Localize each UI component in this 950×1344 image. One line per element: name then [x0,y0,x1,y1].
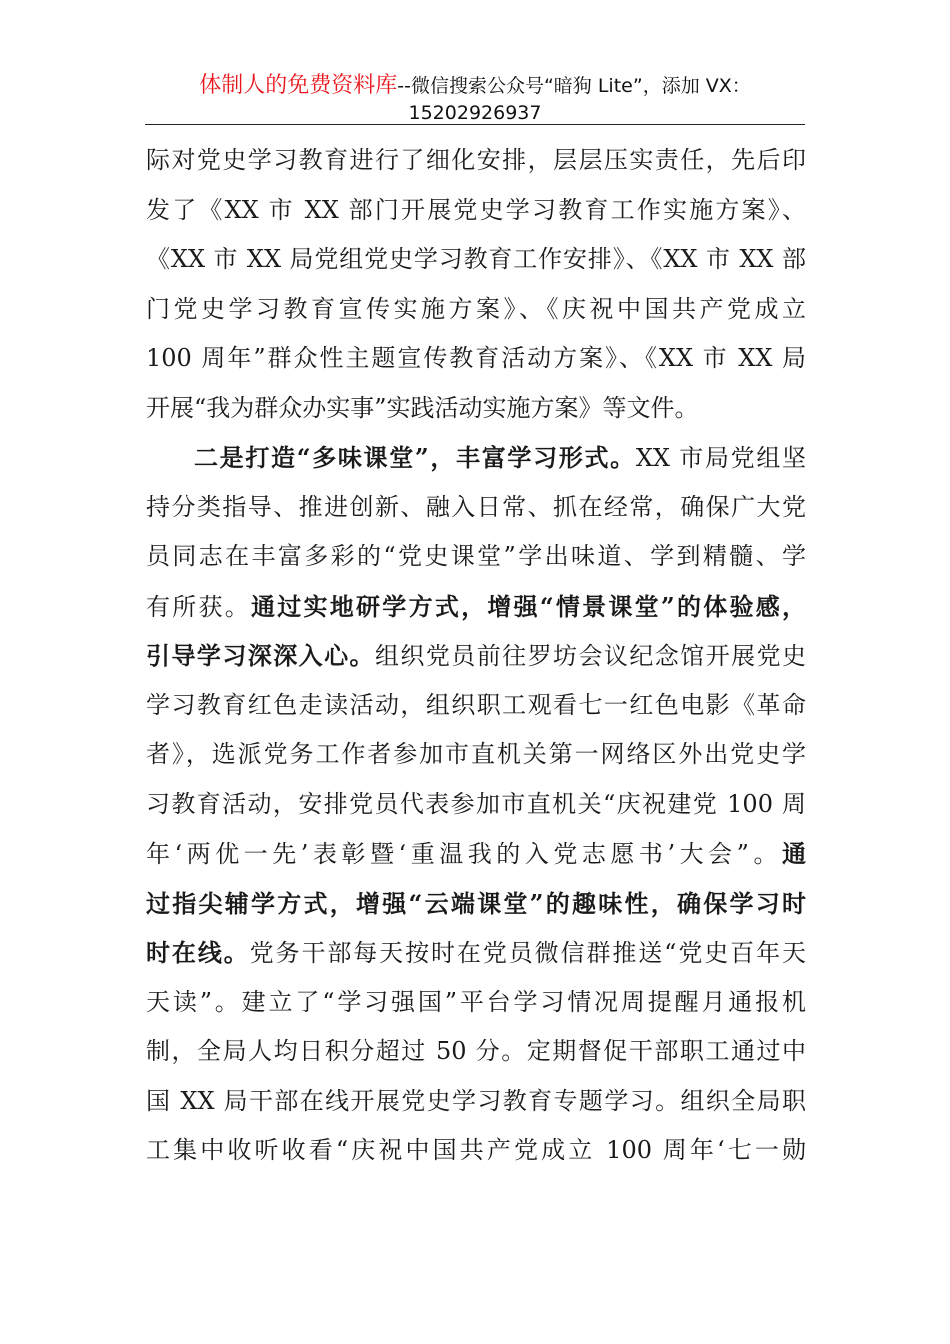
text-segment: 学习教育红色走读活动，组织职工观看七一红色电影《革命 [146,690,806,719]
text-segment: 天读”。建立了“学习强国”平台学习情况周提醒月通报机 [146,987,806,1016]
text-segment: XX 市局党组坚 [635,444,806,472]
text-segment: 际对党史学习教育进行了细化安排，层层压实责任，先后印 [146,146,806,174]
bold-text-segment: 二是打造“多味课堂”，丰富学习形式。 [194,443,636,472]
page-header [145,72,805,126]
text-segment: 年‘两优一先’表彰暨‘重温我的入党志愿书’大会”。 [146,840,782,868]
text-segment: 组织党员前往罗坊会议纪念馆开展党史 [374,642,806,670]
text-line [146,631,806,681]
text-line [146,582,806,632]
text-line [146,235,806,285]
header-note: --微信搜索公众号“暗狗 Lite”，添加 VX： [397,75,751,97]
text-line [146,532,806,582]
bold-text-segment: 过指尖辅学方式，增强“云端课堂”的趣味性，确保学习时 [146,888,806,918]
header-divider [145,124,805,125]
text-line [146,1027,806,1077]
text-segment: 党务干部每天按时在党员微信群推送“党史百年天 [249,939,806,967]
text-line [146,285,806,335]
text-line [146,1077,806,1127]
text-segment: 习教育活动，安排党员代表参加市直机关“庆祝建党 100 周 [146,789,806,818]
text-segment: 国 XX 局干部在线开展党史学习教育专题学习。组织全局职 [146,1086,806,1115]
text-line [146,928,806,978]
bold-text-segment: 引导学习深深入心。 [146,641,375,670]
header-phone: 15202926937 [408,102,542,124]
document-body [146,136,806,1176]
text-segment: 《XX 市 XX 局党组党史学习教育工作安排》、《XX 市 XX 部 [146,245,806,273]
text-segment: 工集中收听收看“庆祝中国共产党成立 100 周年‘七一勋 [146,1136,806,1164]
text-line [146,186,806,236]
text-line [146,483,806,533]
text-segment: 员同志在丰富多彩的“党史课堂”学出味道、学到精髓、学 [146,542,806,570]
text-segment: 持分类指导、推进创新、融入日常、抓在经常，确保广大党 [146,492,806,521]
bold-text-segment: 时在线。 [146,938,250,967]
text-segment: 开展“我为群众办实事”实践活动实施方案》等文件。 [146,393,699,422]
text-line [146,334,806,384]
header-line [145,72,805,100]
text-line [146,978,806,1028]
text-segment: 100 周年”群众性主题宣传教育活动方案》、《XX 市 XX 局 [146,344,806,372]
text-segment: 门党史学习教育宣传实施方案》、《庆祝中国共产党成立 [146,294,806,323]
bold-text-segment: 通过实地研学方式，增强“情景课堂”的体验感， [251,591,806,621]
text-segment: 有所获。 [146,592,252,621]
text-line [146,681,806,731]
text-line [146,1126,806,1176]
text-line [146,433,806,483]
bold-text-segment: 通 [782,839,806,868]
text-line [146,780,806,830]
text-line [146,136,806,186]
text-segment: 发了《XX 市 XX 部门开展党史学习教育工作实施方案》、 [146,195,806,224]
text-line [146,829,806,879]
text-line [146,879,806,929]
text-line [146,384,806,434]
text-line [146,730,806,780]
header-brand: 体制人的免费资料库 [199,73,398,98]
text-segment: 制，全局人均日积分超过 50 分。定期督促干部职工通过中 [146,1037,806,1065]
text-segment: 者》，选派党务工作者参加市直机关第一网络区外出党史学 [146,740,806,768]
